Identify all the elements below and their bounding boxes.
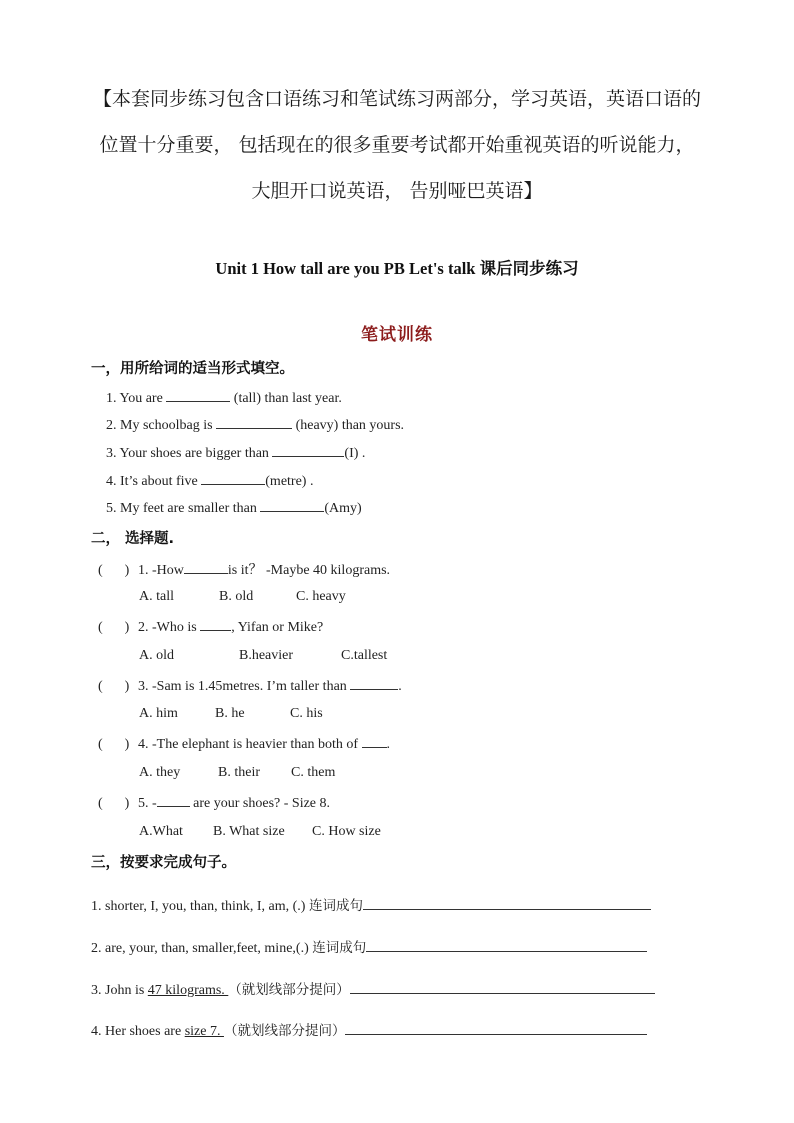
intro-line-1: 【本套同步练习包含口语练习和笔试练习两部分，学习英语，英语口语的 [92, 88, 701, 110]
question-text: . [386, 737, 391, 752]
fill-item-text: (Amy) [324, 501, 362, 516]
task-words: 1. shorter, I, you, than, think, I, am, (.) [91, 899, 309, 914]
option-a[interactable]: A. old [139, 648, 174, 663]
intro-line-3: 大胆开口说英语， 告别哑巴英语】 [251, 180, 543, 202]
fill-item-text: (I) . [344, 446, 366, 461]
question-text: , Yifan or Mike? [231, 620, 324, 635]
fill-item-text: (tall) than last year. [230, 391, 342, 406]
intro-line-2: 位置十分重要， 包括现在的很多重要考试都开始重视英语的听说能力， [99, 134, 695, 156]
choice-options-2 [139, 648, 387, 664]
section-title: 笔试训练 [361, 325, 433, 345]
choice-question-2 [98, 618, 323, 636]
option-a[interactable]: A. him [139, 706, 178, 721]
option-b[interactable]: B. old [219, 589, 254, 604]
question-blank [362, 735, 387, 748]
fill-item-text: 5. My feet are smaller than [106, 501, 261, 516]
answer-paren[interactable]: ( ) [98, 737, 130, 752]
answer-blank[interactable] [216, 416, 292, 429]
question-text: 1. -How [138, 563, 184, 578]
fill-item-2 [106, 416, 404, 434]
question-text: 5. - [138, 796, 157, 811]
answer-paren[interactable]: ( ) [98, 620, 130, 635]
question-text: is it？ -Maybe 40 kilograms. [227, 563, 391, 578]
fill-item-text: (heavy) than yours. [292, 418, 405, 433]
fill-item-text: 3. Your shoes are bigger than [106, 446, 273, 461]
task-instruction: （就划线部分提问） [223, 1023, 346, 1039]
question-blank [200, 618, 231, 631]
answer-line[interactable] [350, 981, 655, 994]
option-a[interactable]: A. tall [139, 589, 174, 604]
answer-blank[interactable] [272, 444, 344, 457]
fill-item-1 [106, 389, 342, 407]
answer-line[interactable] [366, 939, 647, 952]
option-a[interactable]: A.What [139, 824, 183, 839]
question-text: . [398, 679, 402, 694]
question-blank [350, 677, 398, 690]
question-blank [157, 794, 190, 807]
question-text: 2. -Who is [138, 620, 201, 635]
choice-options-1 [139, 589, 346, 605]
task-instruction: 连词成句 [308, 898, 363, 914]
task-text: 4. Her shoes are [91, 1024, 185, 1039]
choice-options-5 [139, 824, 381, 840]
unit-title: Unit 1 How tall are you PB Let's talk 课后同步练习 [215, 259, 579, 278]
fill-item-3 [106, 444, 365, 462]
task-words: 2. are, your, than, smaller,feet, mine,(.) [91, 941, 313, 956]
part1-heading: 一，用所给词的适当形式填空。 [91, 361, 294, 377]
option-b[interactable]: B. What size [213, 824, 285, 839]
sentence-task-4 [91, 1019, 647, 1040]
choice-options-4 [139, 765, 335, 781]
choice-question-3 [98, 677, 402, 695]
underlined-part: 47 kilograms. [147, 983, 229, 998]
choice-options-3 [139, 706, 323, 722]
answer-paren[interactable]: ( ) [98, 679, 130, 694]
option-c[interactable]: C. heavy [296, 589, 346, 604]
part3-heading: 三，按要求完成句子。 [91, 855, 236, 871]
choice-question-4 [98, 735, 390, 753]
task-instruction: 连词成句 [312, 940, 367, 956]
fill-item-text: 4. It’s about five [106, 474, 202, 489]
fill-item-text: (metre) . [265, 474, 314, 489]
sentence-task-2 [91, 936, 647, 957]
answer-paren[interactable]: ( ) [98, 563, 130, 578]
sentence-task-3 [91, 978, 655, 999]
underlined-part: size 7. [184, 1024, 224, 1039]
answer-line[interactable] [363, 897, 651, 910]
fill-item-text: 2. My schoolbag is [106, 418, 217, 433]
part2-heading: 二， 选择题. [91, 531, 175, 547]
fill-item-5 [106, 499, 362, 517]
answer-line[interactable] [345, 1022, 647, 1035]
option-c[interactable]: C. How size [312, 824, 381, 839]
question-text: are your shoes? - Size 8. [189, 796, 331, 811]
option-b[interactable]: B. their [218, 765, 260, 780]
answer-blank[interactable] [201, 472, 265, 485]
question-text: 3. -Sam is 1.45metres. I’m taller than [138, 679, 351, 694]
question-text: 4. -The elephant is heavier than both of [138, 737, 362, 752]
task-instruction: （就划线部分提问） [228, 982, 350, 998]
choice-question-1 [98, 559, 390, 579]
task-text: 3. John is [91, 983, 148, 998]
answer-blank[interactable] [166, 389, 230, 402]
option-c[interactable]: C. them [291, 765, 336, 780]
choice-question-5 [98, 794, 330, 812]
fill-item-text: 1. You are [106, 391, 167, 406]
intro-note [80, 76, 714, 214]
answer-paren[interactable]: ( ) [98, 796, 130, 811]
sentence-task-1 [91, 894, 651, 915]
question-blank [184, 561, 228, 574]
option-b[interactable]: B. he [215, 706, 245, 721]
option-c[interactable]: C.tallest [341, 648, 388, 663]
answer-blank[interactable] [260, 499, 324, 512]
option-b[interactable]: B.heavier [239, 648, 294, 663]
option-a[interactable]: A. they [139, 765, 181, 780]
fill-item-4 [106, 472, 313, 490]
option-c[interactable]: C. his [290, 706, 323, 721]
